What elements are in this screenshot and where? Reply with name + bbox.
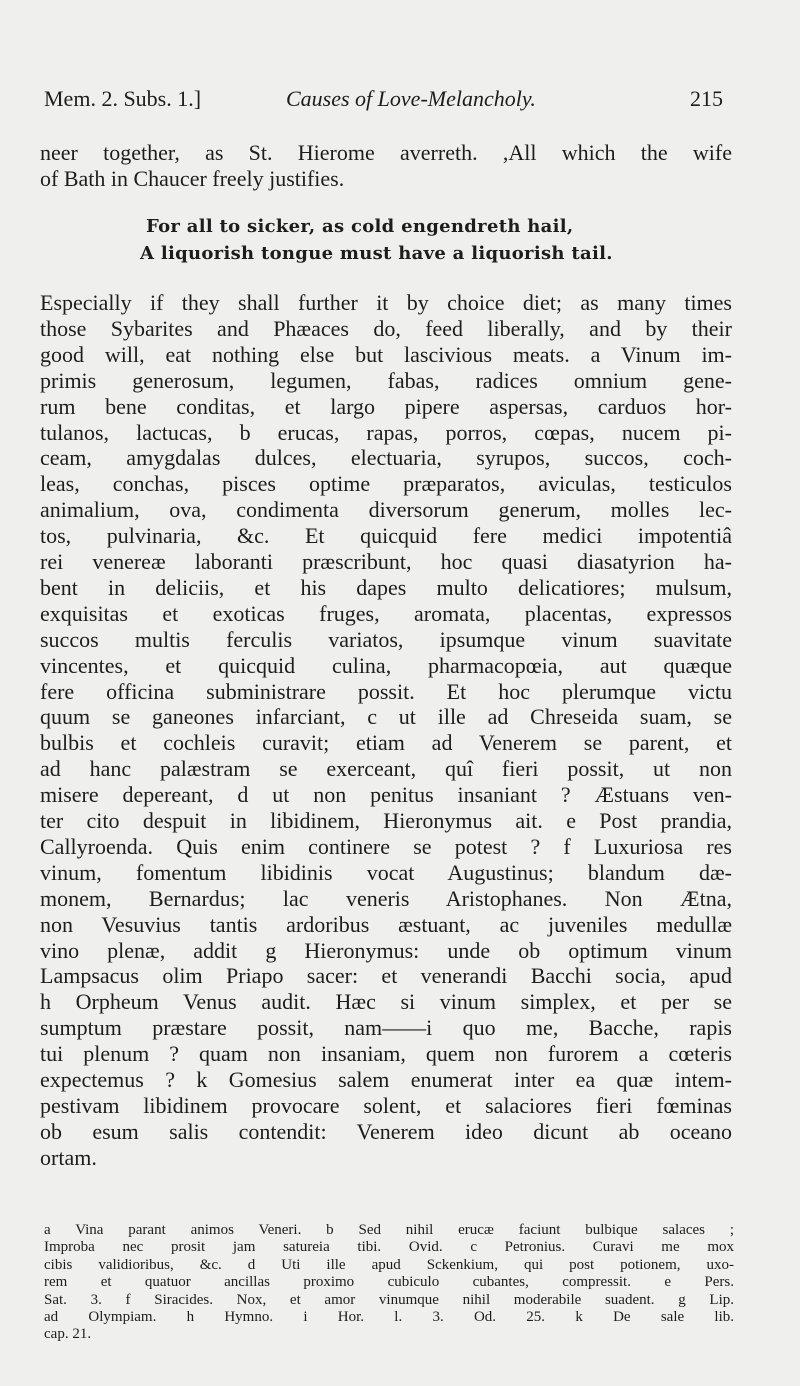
body-line: ceam, amygdalas dulces, electuaria, syrupos, succos, coch- [40, 445, 732, 471]
intro-line: neer together, as St. Hierome averreth. ,All which the wife [40, 140, 732, 165]
body-line: bulbis et cochleis curavit; etiam ad Venerem se parent, et [40, 730, 732, 756]
body-line: tos, pulvinaria, &c. Et quicquid fere medici impotentiâ [40, 523, 732, 549]
verse-line: For all to sicker, as cold engendreth hail, [146, 216, 574, 237]
body-line: quum se ganeones infarciant, c ut ille ad Chreseida suam, se [40, 704, 732, 730]
body-line: bent in deliciis, et his dapes multo delicatiores; mulsum, [40, 574, 732, 600]
body-line: non Vesuvius tantis ardoribus æstuant, ac juveniles medullæ [40, 911, 732, 937]
body-line: Lampsacus olim Priapo sacer: et venerandi Bacchi socia, apud [40, 963, 732, 989]
body-line: rum bene conditas, et largo pipere aspersas, carduos hor- [40, 393, 732, 419]
body-line: Callyroenda. Quis enim continere se potest ? f Luxuriosa res [40, 833, 732, 859]
footnote-line: Sat. 3. f Siracides. Nox, et amor vinumque nihil moderabile suadent. g Lip. [44, 1291, 734, 1308]
body-line: ob esum salis contendit: Venerem ideo dicunt ab oceano [40, 1118, 732, 1144]
section-reference: Mem. 2. Subs. 1.] [44, 86, 202, 111]
intro-line: of Bath in Chaucer freely justifies. [40, 166, 345, 191]
body-line: tui plenum ? quam non insaniam, quem non furorem a cœteris [40, 1041, 732, 1067]
body-line: primis generosum, legumen, fabas, radices omnium gene- [40, 367, 732, 393]
footnote-line: cibis validioribus, &c. d Uti ille apud Sckenkium, qui post potionem, uxo- [44, 1256, 734, 1273]
footnote-line: cap. 21. [44, 1326, 92, 1343]
body-line: vinum, fomentum libidinis vocat Augustinus; blandum dæ- [40, 859, 732, 885]
body-line: expectemus ? k Gomesius salem enumerat inter ea quæ intem- [40, 1067, 732, 1092]
body-line: pestivam libidinem provocare solent, et salaciores fieri fœminas [40, 1092, 732, 1118]
body-line: animalium, ova, condimenta diversorum generum, molles lec- [40, 497, 732, 523]
body-line: fere officina subministrare possit. Et hoc plerumque victu [40, 678, 732, 704]
body-line: Especially if they shall further it by choice diet; as many times [40, 290, 732, 315]
body-line: h Orpheum Venus audit. Hæc si vinum simplex, et per se [40, 989, 732, 1015]
body-line: leas, conchas, pisces optime præparatos, aviculas, testiculos [40, 471, 732, 497]
body-line: those Sybarites and Phæaces do, feed liberally, and by their [40, 315, 732, 341]
body-line: rei venereæ laboranti præscribunt, hoc quasi diasatyrion ha- [40, 549, 732, 574]
footnote-line: Improba nec prosit jam satureia tibi. Ovid. c Petronius. Curavi me mox [44, 1239, 734, 1256]
body-line: monem, Bernardus; lac veneris Aristophanes. Non Ætna, [40, 885, 732, 911]
body-line: ter cito despuit in libidinem, Hieronymus ait. e Post prandia, [40, 808, 732, 833]
body-line: ortam. [40, 1144, 97, 1170]
body-line: sumptum præstare possit, nam——i quo me, Bacche, rapis [40, 1015, 732, 1041]
body-line: tulanos, lactucas, b erucas, rapas, porros, cœpas, nucem pi- [40, 419, 732, 445]
body-line: succos multis ferculis variatos, ipsumque vinum suavitate [40, 626, 732, 652]
verse-line: A liquorish tongue must have a liquorish tail. [140, 243, 613, 264]
page-number: 215 [690, 86, 723, 111]
body-line: misere depereant, d ut non penitus insaniant ? Æstuans ven- [40, 782, 732, 808]
body-line: vino plenæ, addit g Hieronymus: unde ob optimum vinum [40, 937, 732, 963]
running-title: Causes of Love-Melancholy. [286, 86, 536, 111]
footnote-line: ad Olympiam. h Hymno. i Hor. l. 3. Od. 25. k De sale lib. [44, 1309, 734, 1325]
footnote-line: a Vina parant animos Veneri. b Sed nihil erucæ faciunt bulbique salaces ; [44, 1222, 734, 1238]
body-line: good will, eat nothing else but lascivious meats. a Vinum im- [40, 341, 732, 367]
body-line: vincentes, et quicquid culina, pharmacopœia, aut quæque [40, 652, 732, 678]
footnote-line: rem et quatuor ancillas proximo cubiculo cubantes, compressit. e Pers. [44, 1274, 734, 1291]
body-line: exquisitas et exoticas fruges, aromata, placentas, expressos [40, 600, 732, 626]
body-line: ad hanc palæstram se exerceant, quî fieri possit, ut non [40, 756, 732, 782]
